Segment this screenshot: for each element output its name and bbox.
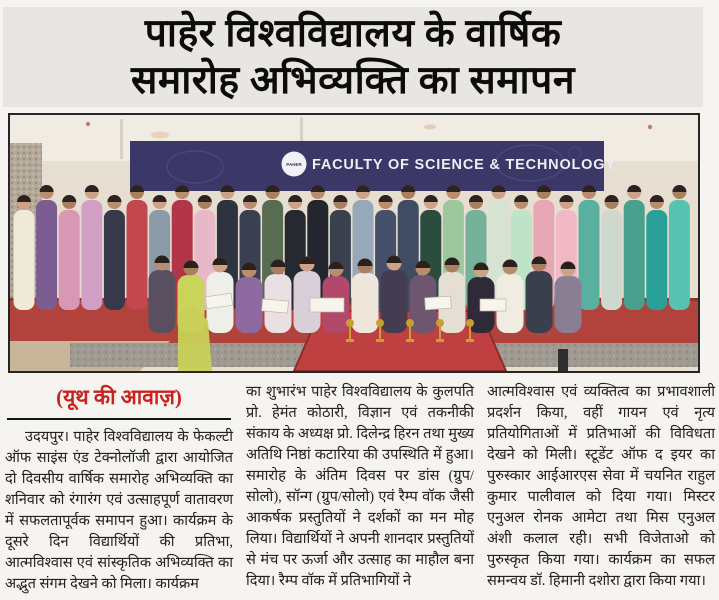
article-column-3 [487, 382, 715, 595]
event-photo-illustration [10, 115, 698, 371]
headline-line-1: पाहेर विश्वविद्यालय के वार्षिक [144, 12, 562, 55]
heading-rule [7, 418, 231, 420]
ceiling-light [424, 125, 436, 130]
section-heading: (यूथ की आवाज़) [56, 385, 182, 409]
banner-logo-text: PAHER [286, 162, 302, 167]
article-text-col1: उदयपुर। पाहेर विश्वविद्यालय के फेकल्टी ऑफ साइंस एंड टेक्नोलॉजी द्वारा आयोजित दो दिवसीय वार्षिक समारोह अभिव्यक्ति का शनिवार को रंगारंग एवं उत्साहपूर्ण वातावरण में सफलतापूर्वक समापन हुआ। कार्यक्रम के दूसरे दिन विद्यार्थियों की प्रतिभा, आत्मविश्वास एवं सांस्कृतिक अभिव्यक्ति का अद्भुत संगम देखने को मिला। कार्यक्रम [5, 429, 233, 592]
stage-banner [130, 141, 616, 191]
banner-text: FACULTY OF SCIENCE & TECHNOLOGY [312, 157, 616, 173]
headline [3, 7, 703, 107]
article-text-col2: का शुभारंभ पाहेर विश्वविद्यालय के कुलपति प्रो. हेमंत कोठारी, विज्ञान एवं तकनीकी संकाय के अध्यक्ष प्रो. दिलेन्द्र हिरन तथा मुख्य अतिथि निष्ठां कटारिया की उपस्थिति में हुआ। समारोह के अंतिम दिवस पर डांस (ग्रुप/सोलो), सॉन्ग (ग्रुप/सोलो) एवं रैम्प वॉक जैसी आकर्षक प्रस्तुतियों ने दर्शकों का मन मोह लिया। विद्यार्थियों ने अपनी शानदार प्रस्तुतियों से मंच पर ऊर्जा और उत्साह का माहौल बना दिया। रैम्प वॉक में प्रतिभागियों ने [246, 384, 474, 589]
event-photo [8, 113, 700, 373]
article-column-2 [246, 382, 474, 595]
article-column-1 [5, 382, 233, 595]
article-text-col3: आत्मविश्वास एवं व्यक्तित्व का प्रभावशाली प्रदर्शन किया, वहीं गायन एवं नृत्य प्रतियोगिताओं में प्रतिभाओं की विविधता देखने को मिली। स्टूडेंट ऑफ द इयर का पुरुस्कार आईआरएस सेवा में चयनित राहुल कुमार पालीवाल को दिया गया। मिस्टर एनुअल रोनक आमेटा तथा मिस एनुअल अंशी कलाल रही। सभी विजेताओ को पुरुस्कृत किया गया। कार्यक्रम का सफल समन्वय डॉ. हिमानी दशोरा द्वारा किया गया। [487, 384, 715, 589]
article-body [5, 382, 715, 595]
ceiling-light [151, 132, 169, 139]
ceiling-light [86, 122, 90, 126]
ceiling-light [648, 125, 652, 129]
headline-line-2: समारोह अभिव्यक्ति का समापन [131, 59, 575, 102]
